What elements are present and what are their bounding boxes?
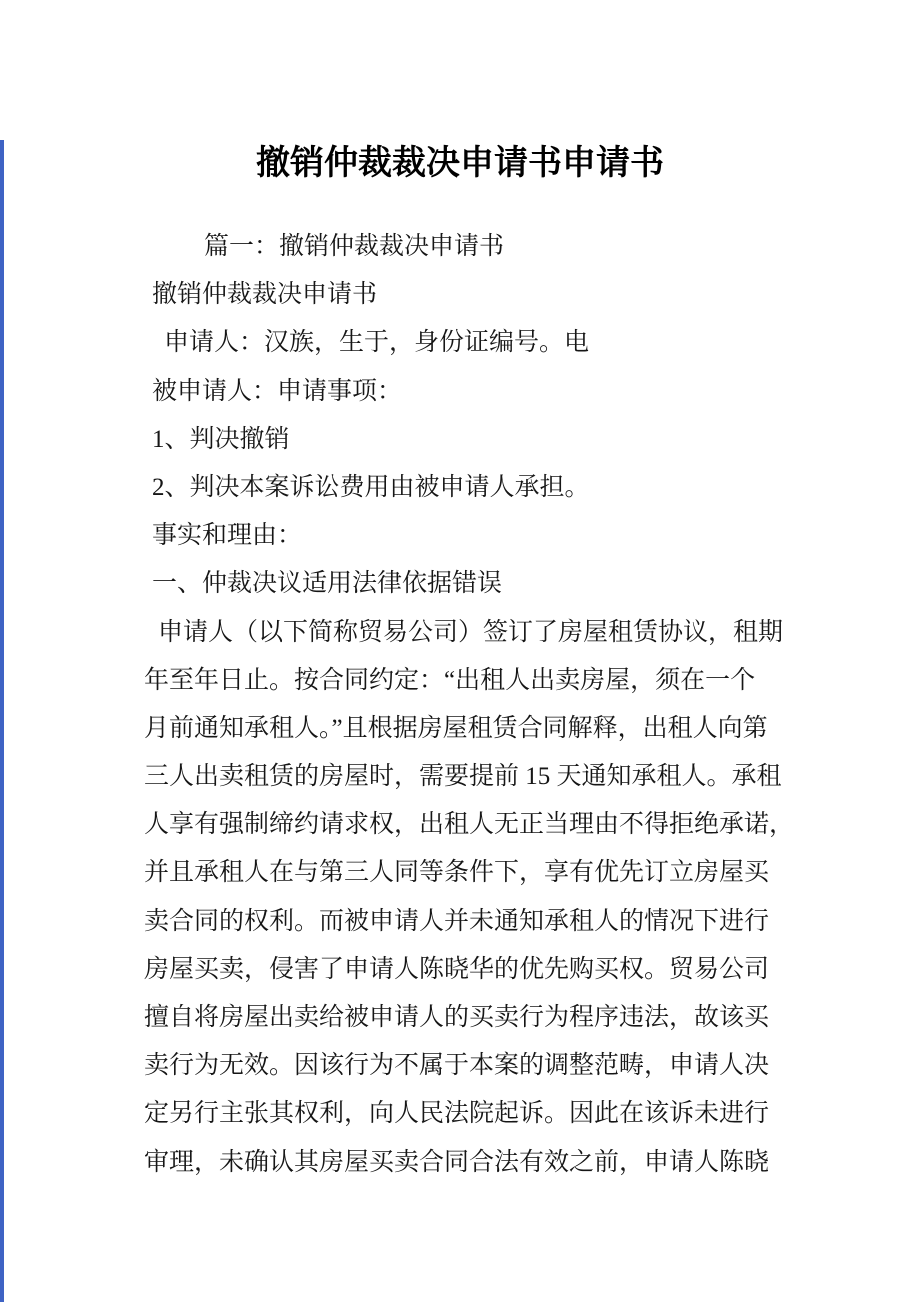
text-line: 卖合同的权利。而被申请人并未通知承租人的情况下进行 xyxy=(144,907,770,935)
document-title: 撤销仲裁裁决申请书申请书 xyxy=(256,144,664,182)
document-body xyxy=(0,223,920,1187)
text-line: 事实和理由： xyxy=(152,522,303,550)
text-line: 年至年日止。按合同约定：“出租人出卖房屋，须在一个 xyxy=(144,666,756,694)
text-line: 申请人：汉族，生于，身份证编号。电 xyxy=(164,329,590,357)
text-line: 卖行为无效。因该行为不属于本案的调整范畴，申请人决 xyxy=(144,1052,770,1080)
text-line: 2、判决本案诉讼费用由被申请人承担。 xyxy=(152,473,590,501)
text-line: 擅自将房屋出卖给被申请人的买卖行为程序违法，故该买 xyxy=(144,1004,770,1031)
text-line: 三人出卖租赁的房屋时，需要提前 15 天通知承租人。承租 xyxy=(144,763,782,791)
text-line: 撤销仲裁裁决申请书 xyxy=(152,281,378,309)
text-line: 审理，未确认其房屋买卖合同合法有效之前，申请人陈晓 xyxy=(144,1148,770,1176)
text-line: 申请人（以下简称贸易公司）签订了房屋租赁协议，租期 xyxy=(158,618,784,646)
text-line: 月前通知承租人。”且根据房屋租赁合同解释，出租人向第 xyxy=(144,714,768,742)
text-line: 人享有强制缔约请求权，出租人无正当理由不得拒绝承诺， xyxy=(144,811,795,839)
text-line: 房屋买卖，侵害了申请人陈晓华的优先购买权。贸易公司 xyxy=(144,955,770,983)
text-line: 被申请人：申请事项： xyxy=(152,377,403,405)
text-line: 篇一：撤销仲裁裁决申请书 xyxy=(204,233,505,260)
text-line: 一、仲裁决议适用法律依据错误 xyxy=(152,570,503,598)
text-line: 并且承租人在与第三人同等条件下，享有优先订立房屋买 xyxy=(144,859,770,887)
text-line: 1、判决撤销 xyxy=(152,425,290,453)
text-line: 定另行主张其权利，向人民法院起诉。因此在该诉未进行 xyxy=(144,1100,770,1128)
